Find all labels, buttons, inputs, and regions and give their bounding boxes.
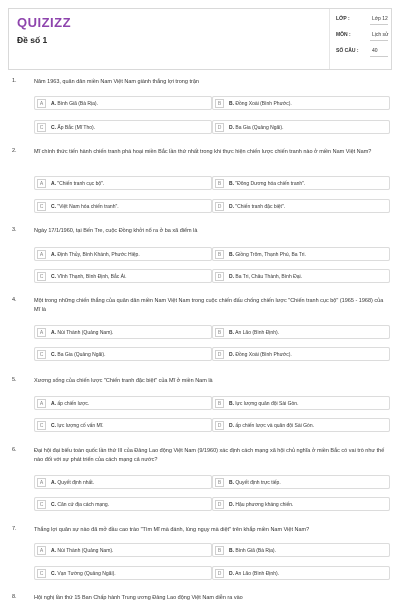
- option-text: Vĩnh Thạnh, Bình Định, Bắc Ái.: [57, 274, 127, 280]
- option-letter-box: B: [215, 179, 224, 188]
- option-letter-box: C: [37, 421, 46, 430]
- option-lead: A.: [51, 330, 56, 336]
- quizizz-logo: QUIZIZZ: [17, 15, 72, 30]
- question-text: Hội nghị lần thứ 15 Ban Chấp hành Trung ương Đảng Lao động Việt Nam diễn ra vào: [34, 595, 243, 600]
- question-count-value: 40: [372, 48, 378, 54]
- option-text: ấp chiến lược.: [57, 401, 90, 407]
- option-lead: C.: [51, 423, 56, 429]
- option-d[interactable]: [212, 566, 390, 580]
- option-text: "Chiến tranh đặc biệt".: [235, 204, 286, 210]
- option-lead: D.: [229, 571, 234, 577]
- option-letter-box: A: [37, 179, 46, 188]
- option-b[interactable]: [212, 325, 390, 339]
- option-a[interactable]: [34, 176, 212, 190]
- option-lead: A.: [51, 480, 56, 486]
- option-lead: A.: [51, 181, 56, 187]
- option-d[interactable]: [212, 120, 390, 134]
- option-text: Ba Gia (Quảng Ngãi).: [57, 352, 106, 358]
- option-lead: B.: [229, 181, 234, 187]
- option-text: "Đông Dương hóa chiến tranh".: [235, 181, 306, 187]
- option-text: Bình Giã (Bà Rịa).: [57, 101, 98, 107]
- option-text: An Lão (Bình Định).: [235, 330, 280, 336]
- option-text: Giồng Trôm, Thạnh Phú, Ba Tri.: [235, 252, 306, 258]
- option-letter-box: B: [215, 99, 224, 108]
- option-text: Bình Giã (Bà Rịa).: [235, 548, 276, 554]
- option-text: Ba Tri, Châu Thành, Bình Đại.: [235, 274, 303, 280]
- question-number: 8.: [12, 594, 17, 600]
- class-label: LỚP :: [336, 16, 350, 22]
- option-d[interactable]: [212, 497, 390, 511]
- question-number: 7.: [12, 526, 17, 532]
- option-letter-box: D: [215, 500, 224, 509]
- option-text: ấp chiến lược và quân đội Sài Gòn.: [235, 423, 315, 429]
- option-letter-box: A: [37, 546, 46, 555]
- option-lead: C.: [51, 502, 56, 508]
- option-letter-box: C: [37, 569, 46, 578]
- class-underline: [370, 24, 388, 25]
- option-lead: C.: [51, 274, 56, 280]
- option-lead: C.: [51, 204, 56, 210]
- option-letter-box: D: [215, 350, 224, 359]
- option-a[interactable]: [34, 543, 212, 557]
- subject-field: [330, 29, 392, 41]
- option-b[interactable]: [212, 396, 390, 410]
- option-text: lực lượng quân đội Sài Gòn.: [235, 401, 299, 407]
- option-b[interactable]: [212, 96, 390, 110]
- option-letter-box: B: [215, 478, 224, 487]
- option-letter-box: A: [37, 328, 46, 337]
- question-text: Ngày 17/1/1960, tại Bến Tre, cuộc Đồng khởi nổ ra ở ba xã điểm là: [34, 228, 198, 234]
- option-c[interactable]: [34, 269, 212, 283]
- question-text: Thắng lợi quân sự nào đã mở đầu cao trào "Tìm Mĩ mà đánh, lùng ngụy mà diệt" trên khắp miền Nam Việt Nam?: [34, 527, 310, 533]
- option-lead: A.: [51, 252, 56, 258]
- question-number: 6.: [12, 447, 17, 453]
- option-letter-box: B: [215, 250, 224, 259]
- option-lead: B.: [229, 330, 234, 336]
- question-text: Năm 1963, quân dân miền Nam Việt Nam giành thắng lợi trong trận: [34, 79, 199, 85]
- subject-label: MÔN :: [336, 32, 351, 38]
- document-title: Đề số 1: [17, 35, 48, 45]
- option-c[interactable]: [34, 566, 212, 580]
- option-text: Quyết định nhất.: [57, 480, 95, 486]
- option-text: An Lão (Bình Định).: [235, 571, 280, 577]
- option-text: Hậu phương kháng chiến.: [235, 502, 294, 508]
- question-number: 3.: [12, 227, 17, 233]
- question-count-underline: [370, 56, 388, 57]
- subject-value: Lịch sử: [372, 32, 389, 38]
- option-d[interactable]: [212, 269, 390, 283]
- option-lead: A.: [51, 101, 56, 107]
- question-text: Xương sống của chiến lược "Chiến tranh đặc biệt" của Mĩ ở miền Nam là: [34, 378, 213, 384]
- option-text: Định Thủy, Bình Khánh, Phước Hiệp.: [57, 252, 140, 258]
- option-letter-box: B: [215, 546, 224, 555]
- option-c[interactable]: [34, 120, 212, 134]
- option-lead: D.: [229, 423, 234, 429]
- option-letter-box: A: [37, 478, 46, 487]
- option-c[interactable]: [34, 199, 212, 213]
- option-letter-box: C: [37, 272, 46, 281]
- option-text: Ấp Bắc (Mĩ Tho).: [57, 125, 96, 131]
- option-lead: B.: [229, 480, 234, 486]
- option-d[interactable]: [212, 418, 390, 432]
- class-field: [330, 13, 392, 25]
- option-letter-box: B: [215, 399, 224, 408]
- option-letter-box: C: [37, 202, 46, 211]
- option-text: lực lượng cố vấn Mĩ.: [57, 423, 104, 429]
- option-letter-box: A: [37, 250, 46, 259]
- option-d[interactable]: [212, 199, 390, 213]
- option-text: Núi Thành (Quảng Nam).: [57, 548, 114, 554]
- question-count-field: [330, 45, 392, 57]
- option-lead: D.: [229, 352, 234, 358]
- option-lead: B.: [229, 252, 234, 258]
- option-lead: C.: [51, 125, 56, 131]
- question-text: Đại hội đại biểu toàn quốc lần thứ III của Đảng Lao động Việt Nam (9/1960) xác định cách mạng xã hội chủ nghĩa ở miền Bắc có vai trò như thế nào đối với sự phát triển của cách mạng cả nước?: [34, 448, 385, 463]
- option-text: Căn cứ địa cách mạng.: [57, 502, 110, 508]
- option-letter-box: D: [215, 202, 224, 211]
- option-letter-box: D: [215, 421, 224, 430]
- option-a[interactable]: [34, 475, 212, 489]
- option-lead: D.: [229, 274, 234, 280]
- option-text: Núi Thành (Quảng Nam).: [57, 330, 114, 336]
- question-number: 4.: [12, 297, 17, 303]
- option-lead: C.: [51, 352, 56, 358]
- option-lead: D.: [229, 204, 234, 210]
- question-text: Mĩ chính thức tiến hành chiến tranh phá hoại miền Bắc lần thứ nhất trong khi thực hiện chiến lược chiến tranh nào ở miền Nam Việt Nam?: [34, 149, 372, 155]
- class-value: Lớp 12: [372, 16, 388, 22]
- option-a[interactable]: [34, 96, 212, 110]
- option-text: Quyết định trực tiếp.: [235, 480, 281, 486]
- option-lead: B.: [229, 401, 234, 407]
- option-lead: D.: [229, 502, 234, 508]
- option-a[interactable]: [34, 247, 212, 261]
- question-8: [0, 594, 400, 600]
- option-letter-box: C: [37, 350, 46, 359]
- option-letter-box: D: [215, 272, 224, 281]
- option-letter-box: A: [37, 99, 46, 108]
- option-text: "Việt Nam hóa chiến tranh".: [57, 204, 119, 210]
- option-letter-box: C: [37, 123, 46, 132]
- option-c[interactable]: [34, 497, 212, 511]
- option-letter-box: D: [215, 123, 224, 132]
- option-b[interactable]: [212, 247, 390, 261]
- option-d[interactable]: [212, 347, 390, 361]
- option-lead: B.: [229, 101, 234, 107]
- question-text: Một trong những chiến thắng của quân dân miền Nam Việt Nam trong cuộc chiến đấu chống chiến lược "Chiến tranh cục bộ" (1965 - 1968) của Mĩ là: [34, 298, 384, 313]
- option-c[interactable]: [34, 347, 212, 361]
- option-letter-box: A: [37, 399, 46, 408]
- question-number: 2.: [12, 148, 17, 154]
- option-b[interactable]: [212, 176, 390, 190]
- option-lead: D.: [229, 125, 234, 131]
- option-lead: C.: [51, 571, 56, 577]
- option-text: Vạn Tường (Quảng Ngãi).: [57, 571, 116, 577]
- question-count-label: SỐ CÂU :: [336, 48, 359, 54]
- subject-underline: [370, 40, 388, 41]
- option-a[interactable]: [34, 325, 212, 339]
- option-lead: B.: [229, 548, 234, 554]
- option-b[interactable]: [212, 543, 390, 557]
- option-letter-box: C: [37, 500, 46, 509]
- option-text: Đồng Xoài (Bình Phước).: [235, 352, 292, 358]
- option-a[interactable]: [34, 396, 212, 410]
- option-c[interactable]: [34, 418, 212, 432]
- option-letter-box: B: [215, 328, 224, 337]
- option-text: Ba Gia (Quảng Ngãi).: [235, 125, 284, 131]
- worksheet-header: [8, 8, 392, 70]
- option-letter-box: D: [215, 569, 224, 578]
- option-b[interactable]: [212, 475, 390, 489]
- option-lead: A.: [51, 401, 56, 407]
- question-number: 1.: [12, 78, 17, 84]
- option-text: Đồng Xoài (Bình Phước).: [235, 101, 292, 107]
- question-number: 5.: [12, 377, 17, 383]
- option-lead: A.: [51, 548, 56, 554]
- option-text: "Chiến tranh cục bộ".: [57, 181, 105, 187]
